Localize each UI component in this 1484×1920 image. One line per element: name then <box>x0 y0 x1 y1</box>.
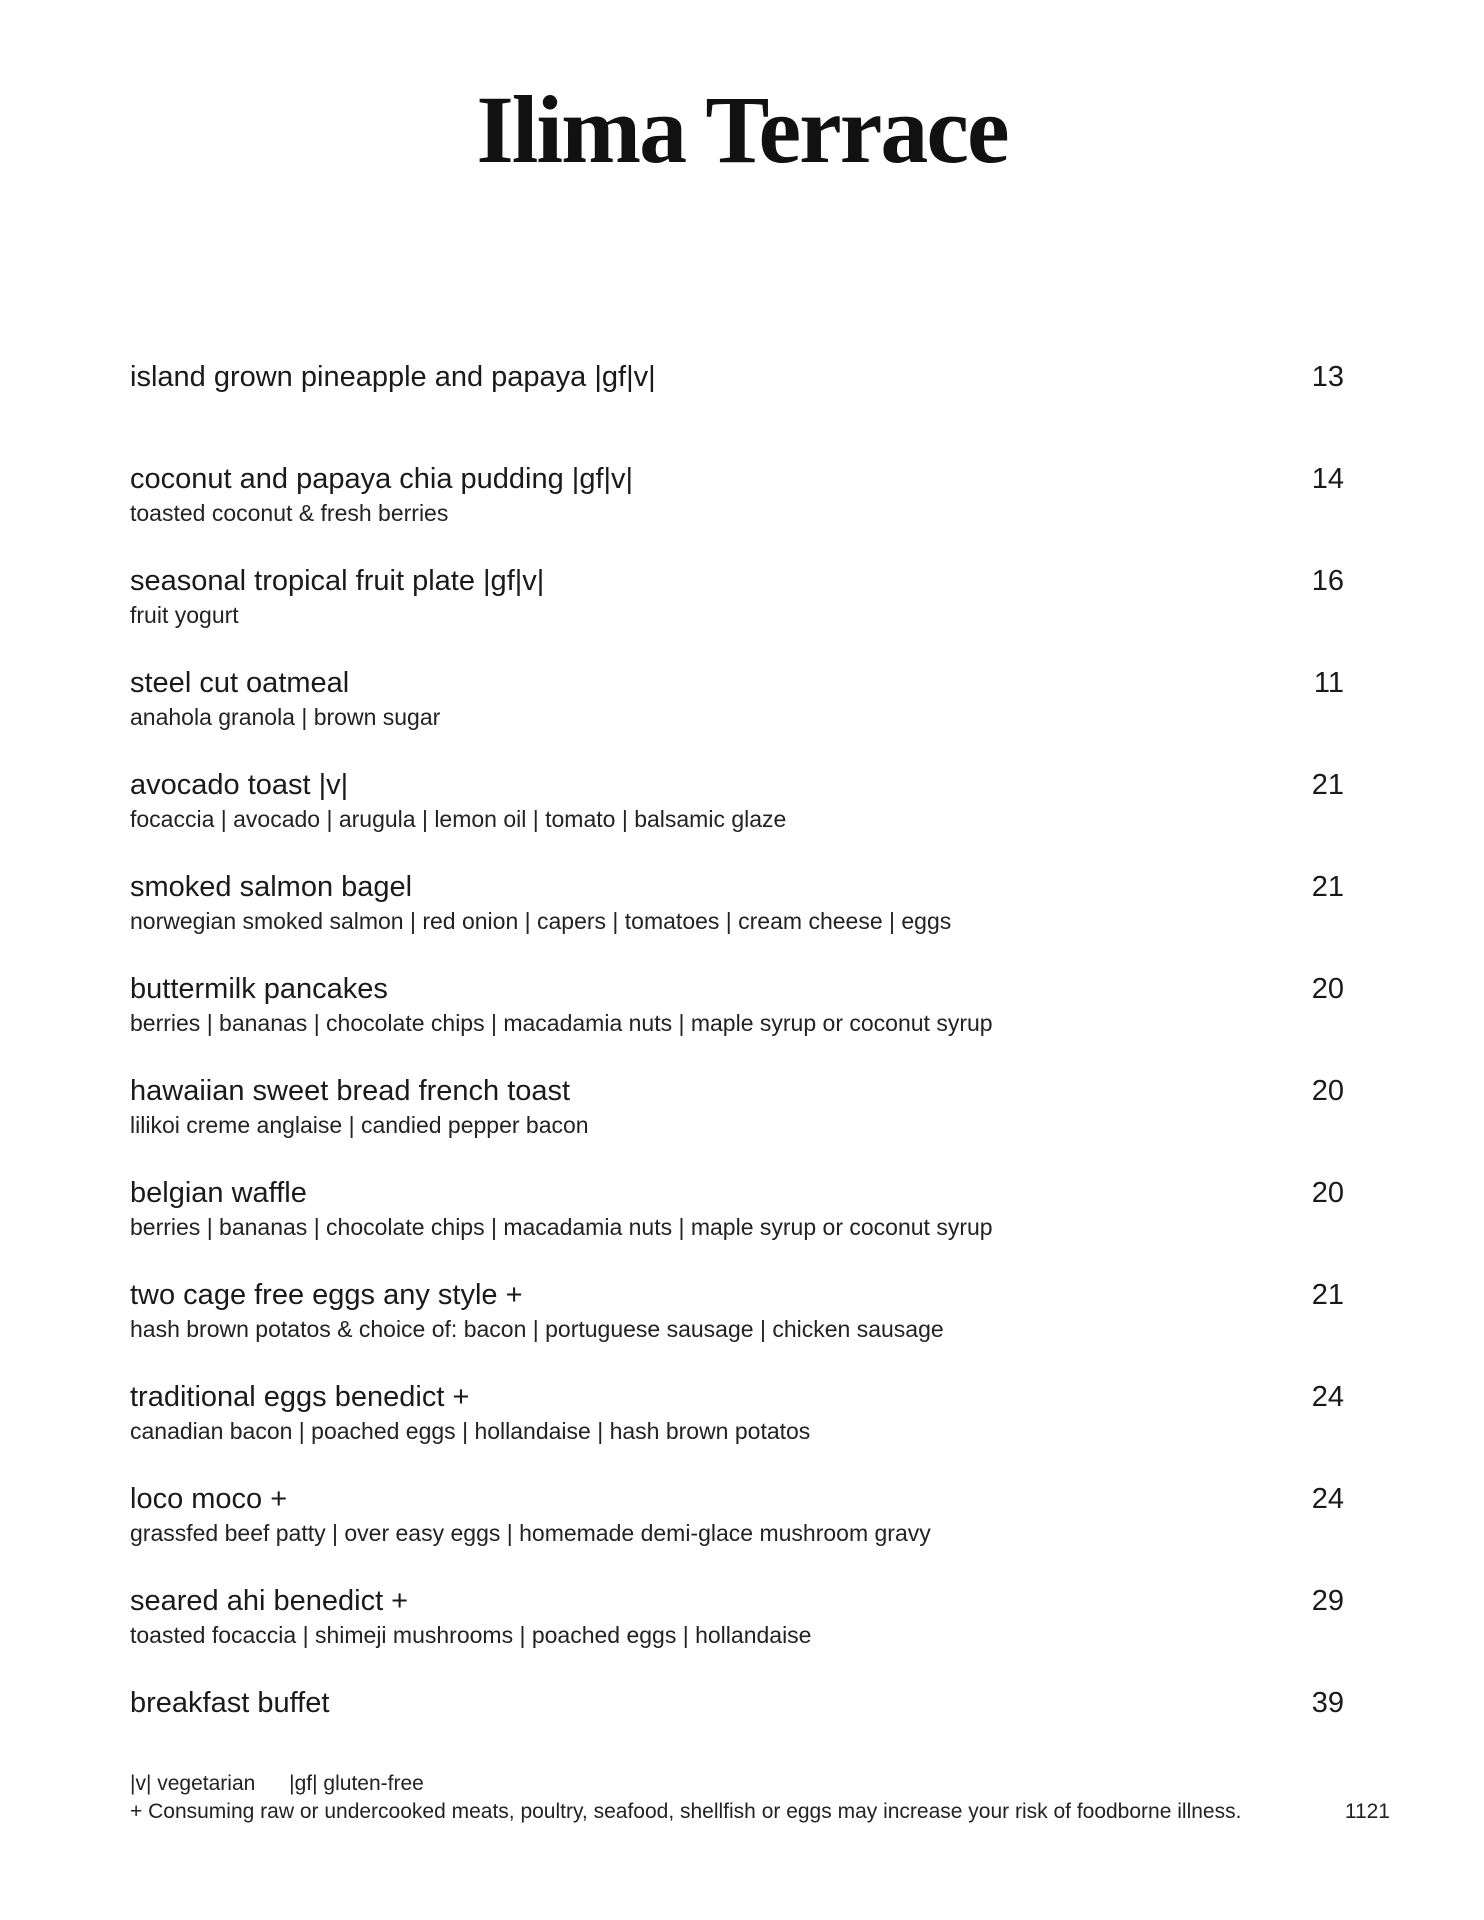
menu-list <box>130 358 1344 1786</box>
menu-item-name: hawaiian sweet bread french toast <box>130 1075 571 1107</box>
menu-item-name: buttermilk pancakes <box>130 973 388 1005</box>
menu-item-description: toasted coconut & fresh berries <box>130 500 449 526</box>
menu-item-description: hash brown potatos & choice of: bacon | portuguese sausage | chicken sausage <box>130 1316 944 1342</box>
menu-item-price: 14 <box>1311 463 1344 495</box>
menu-item-description: norwegian smoked salmon | red onion | capers | tomatoes | cream cheese | eggs <box>130 908 952 934</box>
menu-item-description: focaccia | avocado | arugula | lemon oil | tomato | balsamic glaze <box>130 806 787 832</box>
menu-item <box>130 970 1344 1072</box>
menu-item-name: steel cut oatmeal <box>130 667 350 699</box>
menu-item-description: grassfed beef patty | over easy eggs | homemade demi-glace mushroom gravy <box>130 1520 931 1546</box>
menu-item-price: 39 <box>1311 1687 1344 1719</box>
menu-item-name: belgian waffle <box>130 1177 307 1209</box>
menu-item-name: two cage free eggs any style + <box>130 1279 523 1311</box>
menu-item-name: breakfast buffet <box>130 1687 330 1719</box>
footer <box>130 1770 1390 1826</box>
menu-item-name: smoked salmon bagel <box>130 871 413 903</box>
menu-item-price: 16 <box>1311 565 1344 597</box>
menu-item-price: 11 <box>1313 667 1344 699</box>
menu-code: 1121 <box>1344 1800 1390 1823</box>
menu-item-description: toasted focaccia | shimeji mushrooms | poached eggs | hollandaise <box>130 1622 812 1648</box>
menu-item <box>130 1276 1344 1378</box>
menu-item <box>130 1582 1344 1684</box>
menu-item <box>130 1480 1344 1582</box>
menu-item-price: 24 <box>1311 1483 1344 1515</box>
menu-item <box>130 1072 1344 1174</box>
menu-item-price: 13 <box>1311 361 1344 393</box>
menu-item-name: seasonal tropical fruit plate |gf|v| <box>130 565 545 597</box>
menu-item-name: loco moco + <box>130 1483 288 1515</box>
menu-item-price: 20 <box>1311 973 1344 1005</box>
notice-row <box>130 1798 1390 1826</box>
menu-item-price: 24 <box>1311 1381 1344 1413</box>
restaurant-title: Ilima Terrace <box>476 76 1008 183</box>
menu-item <box>130 868 1344 970</box>
menu-item-description: fruit yogurt <box>130 602 239 628</box>
foodborne-notice: + Consuming raw or undercooked meats, poultry, seafood, shellfish or eggs may increase your risk of foodborne illness. <box>130 1800 1242 1823</box>
menu-item-price: 21 <box>1311 769 1344 801</box>
menu-item-name: seared ahi benedict + <box>130 1585 409 1617</box>
menu-item-name: coconut and papaya chia pudding |gf|v| <box>130 463 634 495</box>
menu-item-price: 20 <box>1311 1177 1344 1209</box>
menu-item-price: 20 <box>1311 1075 1344 1107</box>
menu-item-description: berries | bananas | chocolate chips | macadamia nuts | maple syrup or coconut syrup <box>130 1010 993 1036</box>
legend-vegetarian: |v| vegetarian <box>130 1772 256 1795</box>
legend-gluten-free: |gf| gluten-free <box>289 1772 424 1795</box>
menu-item <box>130 664 1344 766</box>
menu-item <box>130 766 1344 868</box>
menu-item-price: 21 <box>1311 871 1344 903</box>
dietary-legend <box>130 1770 1390 1798</box>
menu-item <box>130 562 1344 664</box>
menu-item-price: 21 <box>1311 1279 1344 1311</box>
menu-item-description: canadian bacon | poached eggs | hollandaise | hash brown potatos <box>130 1418 811 1444</box>
menu-item-description: anahola granola | brown sugar <box>130 704 441 730</box>
menu-item-price: 29 <box>1311 1585 1344 1617</box>
menu-item-description: lilikoi creme anglaise | candied pepper bacon <box>130 1112 589 1138</box>
menu-item <box>130 1174 1344 1276</box>
menu-item-description: berries | bananas | chocolate chips | macadamia nuts | maple syrup or coconut syrup <box>130 1214 993 1240</box>
menu-item <box>130 460 1344 562</box>
menu-item <box>130 1378 1344 1480</box>
menu-item <box>130 358 1344 460</box>
menu-item-name: traditional eggs benedict + <box>130 1381 470 1413</box>
menu-item-name: island grown pineapple and papaya |gf|v| <box>130 361 656 393</box>
menu-item-name: avocado toast |v| <box>130 769 349 801</box>
